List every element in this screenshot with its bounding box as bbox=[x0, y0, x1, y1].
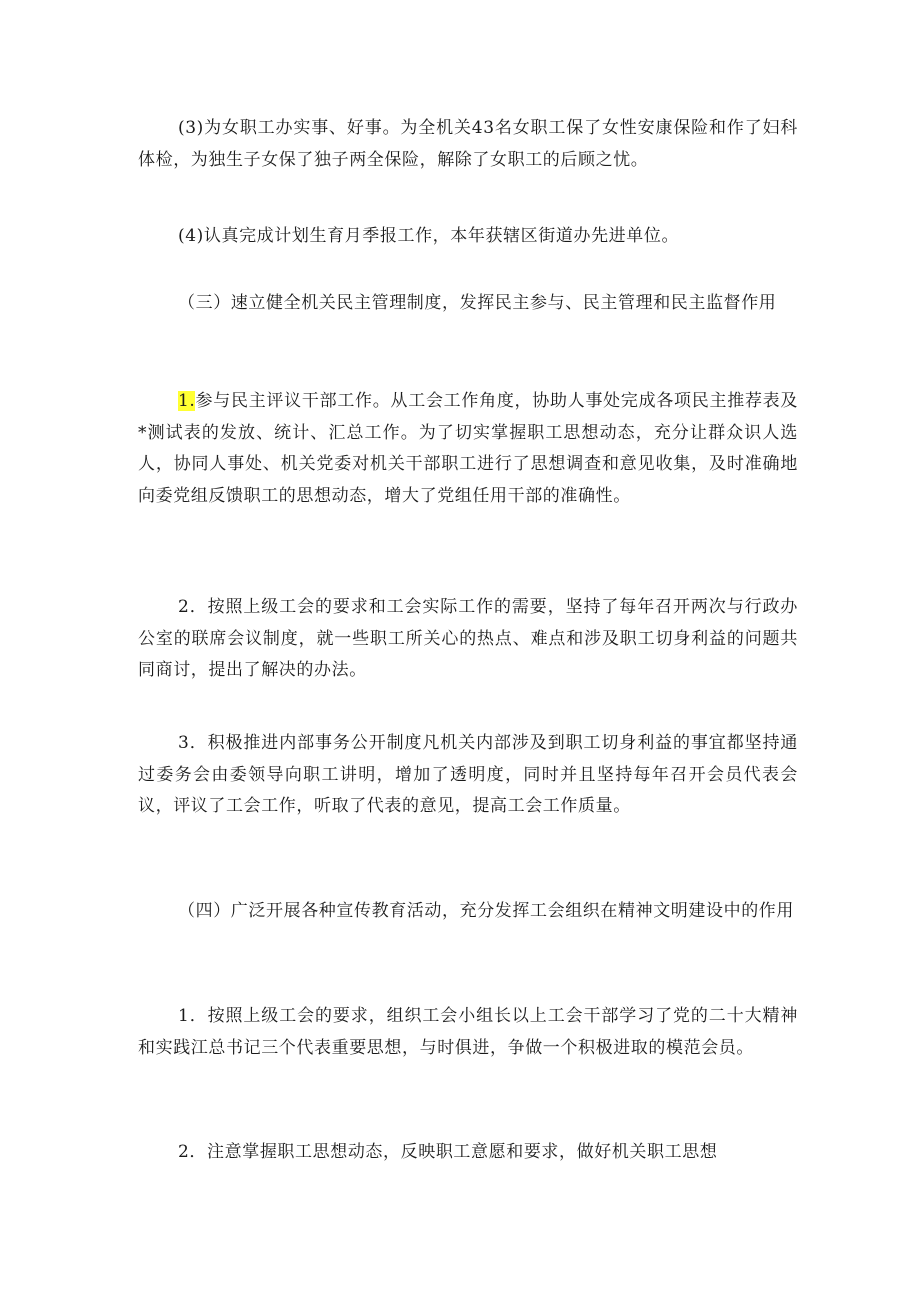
paragraph-staff-thoughts: 2．注意掌握职工思想动态，反映职工意愿和要求，做好机关职工思想 bbox=[178, 1142, 718, 1162]
section-heading-publicity-education: （四）广泛开展各种宣传教育活动，充分发挥工会组织在精神文明建设中的作用 bbox=[178, 901, 794, 921]
paragraph-text: 参与民主评议干部工作。从工会工作角度，协助人事处完成各项民主推荐表及*测试表的发放、统计、汇总工作。为了切实掌握职工思想动态，充分让群众识人选人，协同人事处、机关党委对机关干部职工进行了思想调查和意见收集，及时准确地向委党组反馈职工的思想动态，增大了党组任用干部的准确性。 bbox=[138, 391, 798, 506]
highlighted-marker: 1. bbox=[178, 391, 196, 411]
paragraph-women-workers: (3)为女职工办实事、好事。为全机关43名女职工保了女性安康保险和作了妇科体检，为独生子女保了独子两全保险，解除了女职工的后顾之忧。 bbox=[138, 118, 798, 170]
paragraph-democratic-evaluation bbox=[138, 386, 798, 512]
paragraph-family-planning: (4)认真完成计划生育月季报工作，本年获辖区街道办先进单位。 bbox=[178, 226, 680, 246]
section-heading-democratic-management: （三）速立健全机关民主管理制度，发挥民主参与、民主管理和民主监督作用 bbox=[178, 293, 777, 313]
paragraph-study: 1．按照上级工会的要求，组织工会小组长以上工会干部学习了党的二十大精神和实践江总书记三个代表重要思想，与时俱进，争做一个积极进取的模范会员。 bbox=[138, 1006, 798, 1058]
paragraph-affairs-disclosure: 3．积极推进内部事务公开制度凡机关内部涉及到职工切身利益的事宜都坚持通过委务会由委领导向职工讲明，增加了透明度，同时并且坚持每年召开会员代表会议，评议了工会工作，听取了代表的意见，提高工会工作质量。 bbox=[138, 733, 798, 816]
paragraph-joint-meeting: 2．按照上级工会的要求和工会实际工作的需要，坚持了每年召开两次与行政办公室的联席会议制度，就一些职工所关心的热点、难点和涉及职工切身利益的问题共同商讨，提出了解决的办法。 bbox=[138, 597, 798, 680]
